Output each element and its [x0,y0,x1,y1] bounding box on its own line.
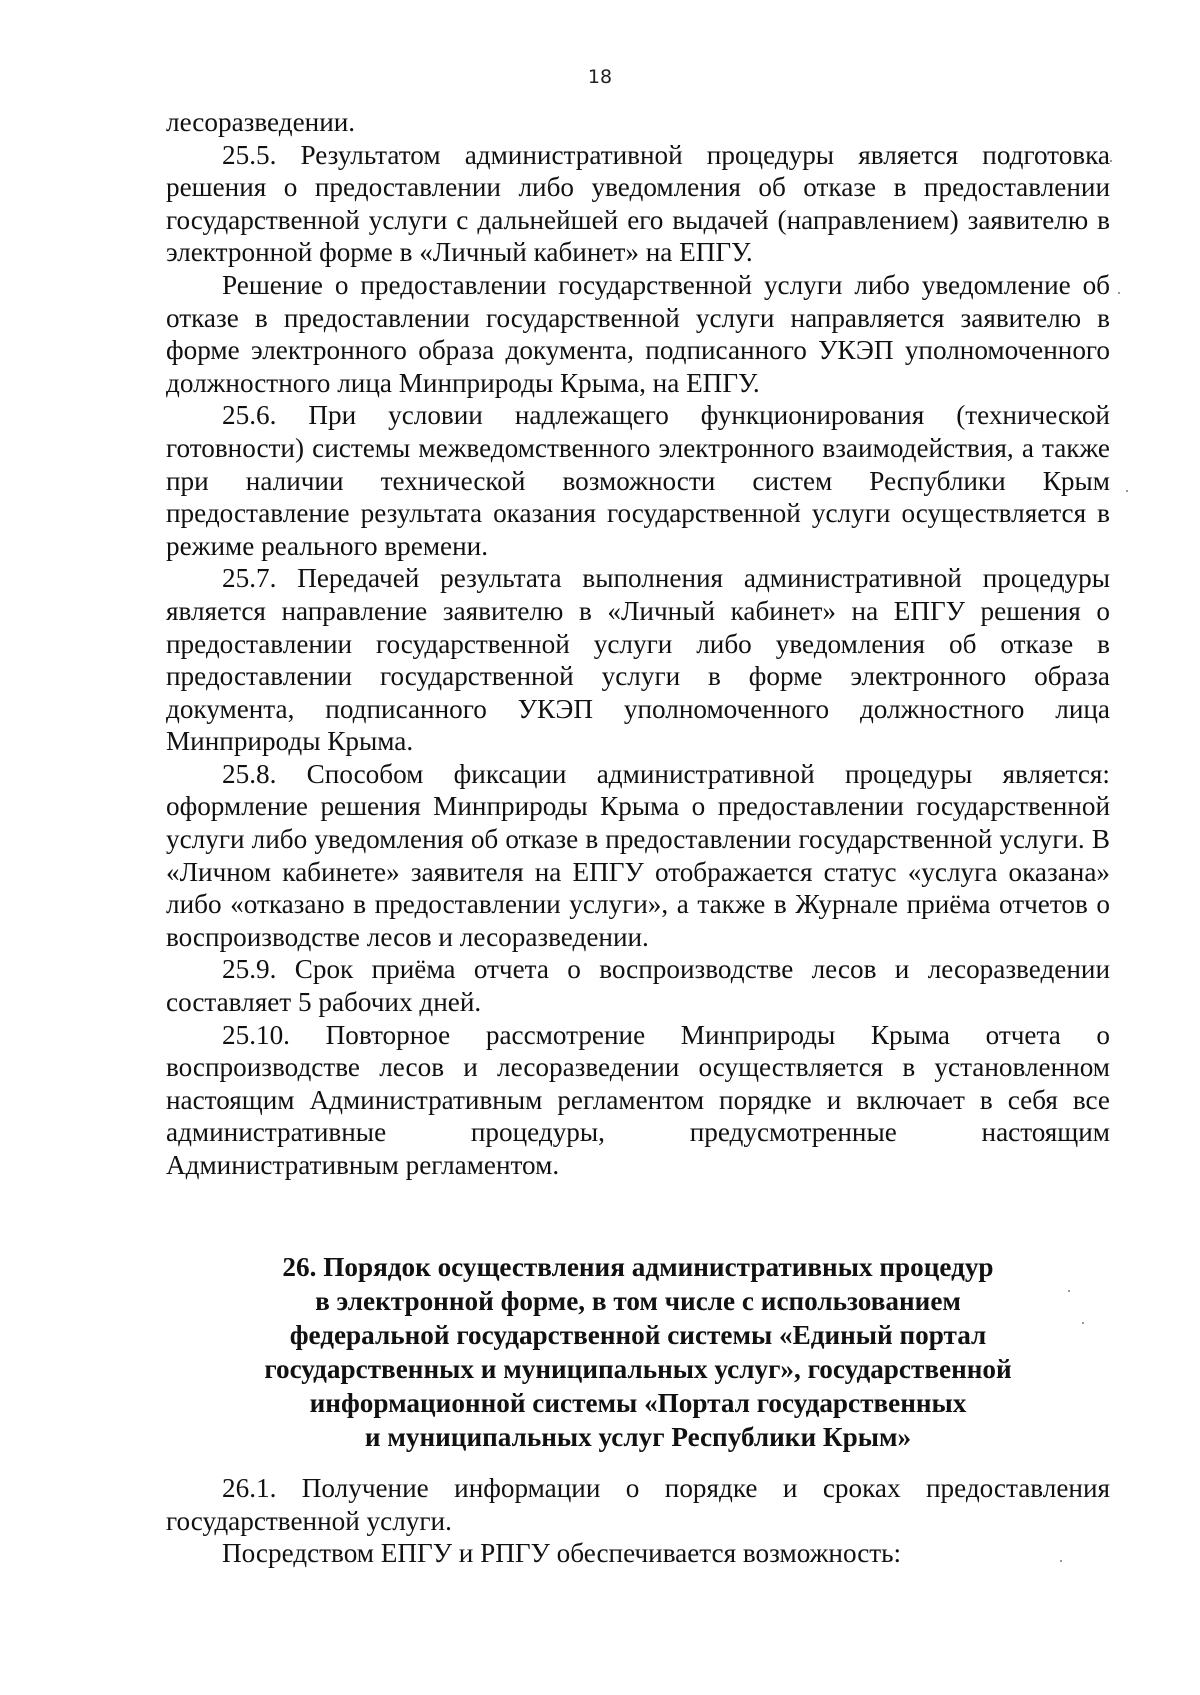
section-heading [166,1250,1110,1454]
heading-line: в электронной форме, в том числе с использованием [315,1286,961,1316]
paragraph: лесоразведении. [166,107,356,137]
section-body [166,1472,1110,1570]
page-number: 18 [587,66,613,88]
heading-line: государственных и муниципальных услуг», государственной [264,1354,1012,1384]
paragraph: Посредством ЕПГУ и РПГУ обеспечивается возможность: [222,1538,902,1569]
paragraph: 25.10. Повторное рассмотрение Минприроды Крыма отчета о воспроизводстве лесов и лесоразведении осуществляется в установленном настоящим Административным регламентом порядке и включает в себя все административные процедуры, предусмотренные настоящим Административным регламентом. [166,1019,1110,1180]
paragraph: 25.8. Способом фиксации административной процедуры является: оформление решения Минприроды Крыма о предоставлении государственной услуги либо уведомления об отказе в предоставлении государственной услуги. В «Личном кабинете» заявителя на ЕПГУ отображается статус «услуга оказана» либо «отказано в предоставлении услуги», а также в Журнале приёма отчетов о воспроизводстве лесов и лесоразведении. [166,758,1110,952]
heading-line: и муниципальных услуг Республики Крым» [364,1422,912,1452]
scan-speck [1060,1560,1062,1562]
scan-speck [1082,1322,1084,1324]
paragraph: 25.7. Передачей результата выполнения административной процедуры является направление заявителю в «Личный кабинет» на ЕПГУ решения о предоставлении государственной услуги либо уведомления об отказе в предоставлении государственной услуги в форме электронного образа документа, подписанного УКЭП уполномоченного должностного лица Минприроды Крыма. [166,563,1110,757]
paragraph: 25.9. Срок приёма отчета о воспроизводстве лесов и лесоразведении составляет 5 рабочих дней. [166,954,1110,1018]
heading-line: федеральной государственной системы «Единый портал [289,1320,987,1350]
scan-speck [1118,292,1120,294]
paragraph: 26.1. Получение информации о порядке и сроках предоставления государственной услуги. [166,1473,1110,1536]
paragraph: 25.6. При условии надлежащего функционирования (технической готовности) системы межведомственного электронного взаимодействия, а также при наличии технической возможности систем Республики Крым предоставление результата оказания государственной услуги осуществляется в режиме реального времени. [166,400,1110,561]
paragraph: Решение о предоставлении государственной услуги либо уведомление об отказе в предоставлении государственной услуги направляется заявителю в форме электронного образа документа, подписанного УКЭП уполномоченного должностного лица Минприроды Крыма, на ЕПГУ. [166,269,1110,398]
scan-speck [1126,490,1128,492]
scan-speck [1110,160,1112,162]
heading-line: информационной системы «Портал государственных [309,1388,967,1418]
paragraph: 25.5. Результатом административной процедуры является подготовка решения о предоставлении либо уведомления об отказе в предоставлении государственной услуги с дальнейшей его выдачей (направлением) заявителю в электронной форме в «Личный кабинет» на ЕПГУ. [166,139,1110,268]
scan-speck [1068,1290,1070,1292]
body-text [166,106,1110,1182]
heading-line: 26. Порядок осуществления административных процедур [282,1252,994,1282]
